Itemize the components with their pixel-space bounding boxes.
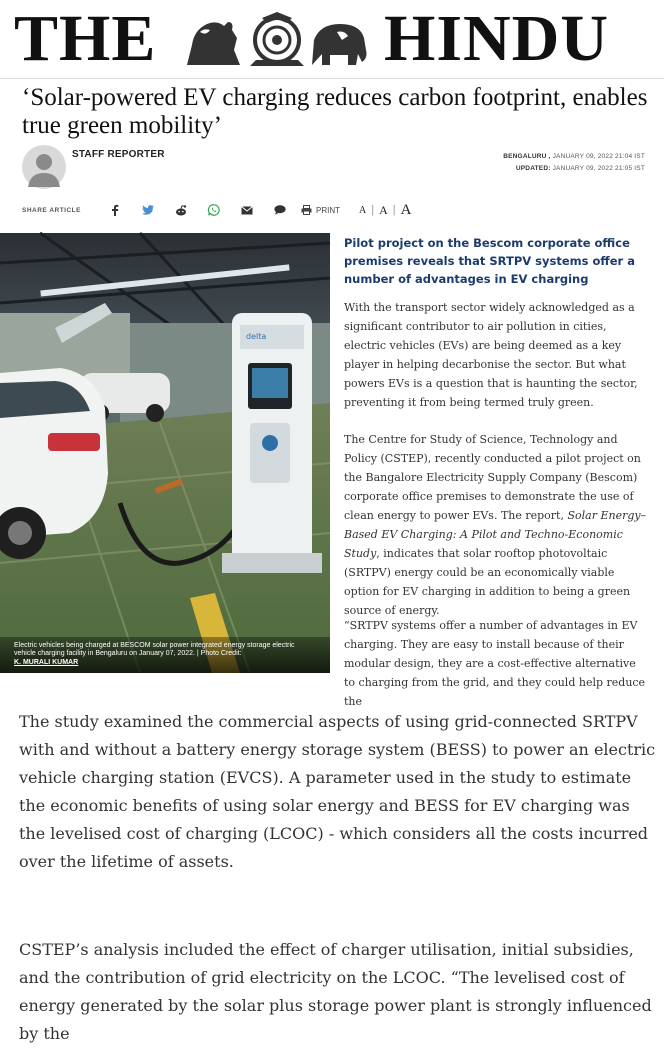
- author-avatar: [22, 145, 66, 189]
- masthead-the: THE: [14, 2, 157, 75]
- share-article-label: SHARE ARTICLE: [22, 206, 81, 214]
- paragraph-1: With the transport sector widely acknowledged as a significant contributor to air pollution in cities, electric vehicles (EVs) are being deemed as a key player in helping decarbonise the sector. But what powers EVs is a question that is haunting the sector, preventing it from being termed truly green.: [344, 301, 638, 409]
- whatsapp-icon: [208, 204, 220, 216]
- facebook-icon: [111, 204, 119, 216]
- font-size-medium-button[interactable]: A: [379, 202, 388, 217]
- report-title: Solar Energy–Based EV Charging: A Pilot and Techno-Economic Study: [344, 509, 647, 560]
- paragraph-2-part-b: , indicates that solar rooftop photovoltaic (SRTPV) energy could be an economically viable option for EV charging in addition to being a green source of energy.: [344, 547, 631, 617]
- caption-text: Electric vehicles being charged at BESCOM solar power integrated energy storage electric vehicle charging facility in Bengaluru on January 07, 2022. | Photo Credit:: [14, 641, 295, 657]
- article-headline: ‘Solar-powered EV charging reduces carbon footprint, enables true green mobility’: [22, 84, 648, 139]
- reddit-icon: [175, 205, 187, 216]
- print-icon: [301, 205, 312, 215]
- twitter-icon: [142, 205, 154, 215]
- print-label: PRINT: [315, 205, 340, 215]
- whatsapp-share-button[interactable]: [198, 199, 231, 221]
- separator: |: [392, 204, 396, 216]
- reddit-share-button[interactable]: [165, 199, 198, 221]
- photo-credit[interactable]: K. MURALI KUMAR: [14, 658, 79, 666]
- ev-charging-photo: [0, 233, 330, 673]
- comment-icon: [274, 205, 286, 215]
- paragraph-2: [344, 430, 650, 620]
- email-share-button[interactable]: [231, 199, 264, 221]
- masthead[interactable]: [0, 0, 664, 79]
- font-size-large-button[interactable]: A: [400, 201, 412, 218]
- comment-button[interactable]: [264, 199, 297, 221]
- paragraph-2-part-a: The Centre for Study of Science, Technology and Policy (CSTEP), recently conducted a pilot project on the Bangalore Electricity Supply Company (Bescom) corporate office premises to demonstrate the use of clean energy to power EVs. The report,: [344, 433, 641, 522]
- facebook-share-button[interactable]: [99, 199, 132, 221]
- email-icon: [241, 206, 253, 215]
- article-photo[interactable]: [0, 233, 330, 673]
- print-button[interactable]: [301, 205, 340, 215]
- masthead-emblem-icon: [182, 10, 372, 70]
- twitter-share-button[interactable]: [132, 199, 165, 221]
- user-icon: [22, 145, 66, 189]
- separator: |: [371, 204, 375, 216]
- paragraph-4: The study examined the commercial aspects of using grid-connected SRTPV with and without a battery energy storage system (BESS) to power an electric vehicle charging station (EVCS). A parameter used in the study to estimate the economic benefits of using solar energy and BESS for EV charging was the levelised cost of charging (LCOC) - which considers all the costs incurred over the lifetime of assets.: [19, 712, 656, 871]
- author-name[interactable]: STAFF REPORTER: [72, 149, 165, 160]
- updated-date: JANUARY 09, 2022 21:05 IST: [552, 165, 645, 172]
- photo-caption: [0, 637, 330, 674]
- article-summary: Pilot project on the Bescom corporate office premises reveals that SRTPV systems offer a number of advantages in EV charging: [344, 236, 635, 286]
- charger-brand-label: delta: [246, 332, 267, 341]
- font-size-small-button[interactable]: A: [358, 204, 367, 216]
- share-bar: [22, 199, 442, 221]
- paragraph-5: CSTEP’s analysis included the effect of charger utilisation, initial subsidies, and the contribution of grid electricity on the LCOC. “The levelised cost of energy generated by the solar plus storage power plant is strongly influenced by the: [19, 940, 652, 1043]
- published-date: JANUARY 09, 2022 21:04 IST: [552, 153, 645, 160]
- paragraph-3: “SRTPV systems offer a number of advantages in EV charging. They are easy to install because of their modular design, they are a cost-effective alternative to charging from the grid, and they could help reduce the: [344, 619, 646, 708]
- dateline: [503, 151, 645, 175]
- dateline-location: BENGALURU ,: [503, 153, 551, 160]
- masthead-hindu: HINDU: [384, 2, 610, 75]
- updated-label: UPDATED:: [515, 165, 551, 172]
